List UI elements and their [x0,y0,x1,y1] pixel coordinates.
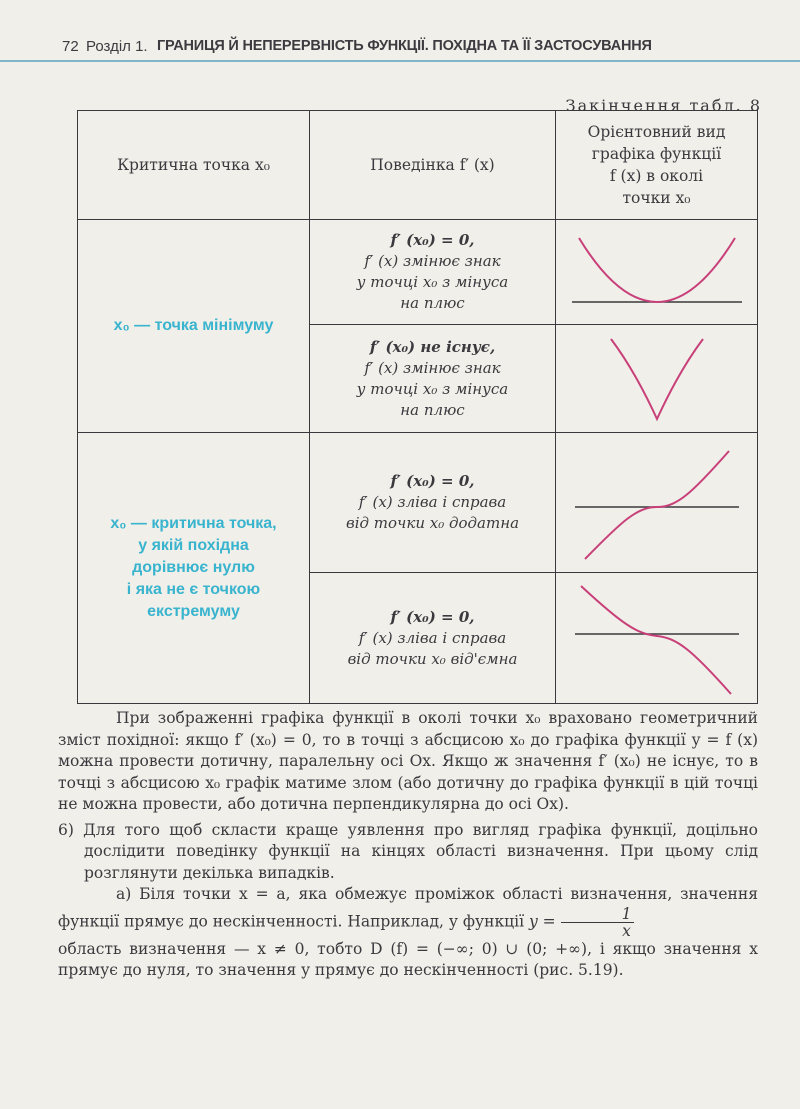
function-y: y = [529,912,556,930]
page-number: 72 [62,38,79,55]
chapter-title: ГРАНИЦЯ Й НЕПЕРЕРВНІСТЬ ФУНКЦІЇ. ПОХІДНА ТА ЇЇ ЗАСТОСУВАННЯ [157,38,652,54]
paragraph-case-a: а) Біля точки x = a, яка обмежує проміжок області визначення, значення функції прямує до нескінченності. Наприклад, у функції y = $\frac{1}{x}$ [58,885,758,940]
table-caption: Закінчення табл. 8 [565,96,762,115]
graph-increasing-inflection [556,433,758,573]
header-critical-point: Критична точка x₀ [78,111,310,220]
minimum-point-label: x₀ — точка мінімуму [78,220,310,433]
paragraph-geometric-meaning: При зображенні графіка функції в околі точки x₀ враховано геометричний зміст похідної: якщо f′ (x₀) = 0, то в точці з абсцисою x₀ до графіка функції y = f (x) можна провести дотичну, паралельну осі Ox. Якщо ж значення f′ (x₀) не існує, то в точці з абсцисою x₀ графік матиме злом (або дотичну до графіка функції в цій точці не можна провести, або дотична перпендикулярна до осі Ox). [58,709,758,813]
condition-decreasing: f′ (x₀) = 0, f′ (x) зліва і справа від точки x₀ від'ємна [310,573,556,704]
decreasing-curve [581,586,731,694]
condition-increasing: f′ (x₀) = 0, f′ (x) зліва і справа від точки x₀ додатна [310,433,556,573]
graph-smooth-minimum [556,220,758,325]
critical-points-table [77,110,758,704]
increasing-curve [585,451,729,559]
section-label: Розділ 1. [86,38,148,55]
page-header [0,0,800,70]
paragraph-domain: область визначення — x ≠ 0, тобто D (f) = (−∞; 0) ∪ (0; +∞), і якщо значення x прямує до нуля, то значення y прямує до нескінченності (рис. 5.19). [58,939,758,979]
graph-decreasing-inflection [556,573,758,704]
condition-min-smooth: f′ (x₀) = 0, f′ (x) змінює знак у точці x₀ з мінуса на плюс [310,220,556,325]
condition-min-cusp: f′ (x₀) не існує, f′ (x) змінює знак у точці x₀ з мінуса на плюс [310,325,556,433]
fraction-1-over-x: $\frac{1}{x}$ [561,906,635,939]
inflection-point-label: x₀ — критична точка, у якій похідна дорівнює нулю і яка не є точкою екстремуму [78,433,310,704]
parabola-curve [579,238,735,302]
header-derivative-behavior: Поведінка f′ (x) [310,111,556,220]
paragraph-item-6: 6) Для того щоб скласти краще уявлення про вигляд графіка функції, доцільно дослідити поведінку функції на кінцях області визначення. При цьому слід розглянути декілька випадків. [58,820,758,882]
body-text [58,708,758,982]
graph-cusp-minimum [556,325,758,433]
header-rule [0,60,800,62]
header-graph-shape: Орієнтовний вид графіка функції f (x) в околі точки x₀ [556,111,758,220]
cusp-curve [611,339,703,419]
